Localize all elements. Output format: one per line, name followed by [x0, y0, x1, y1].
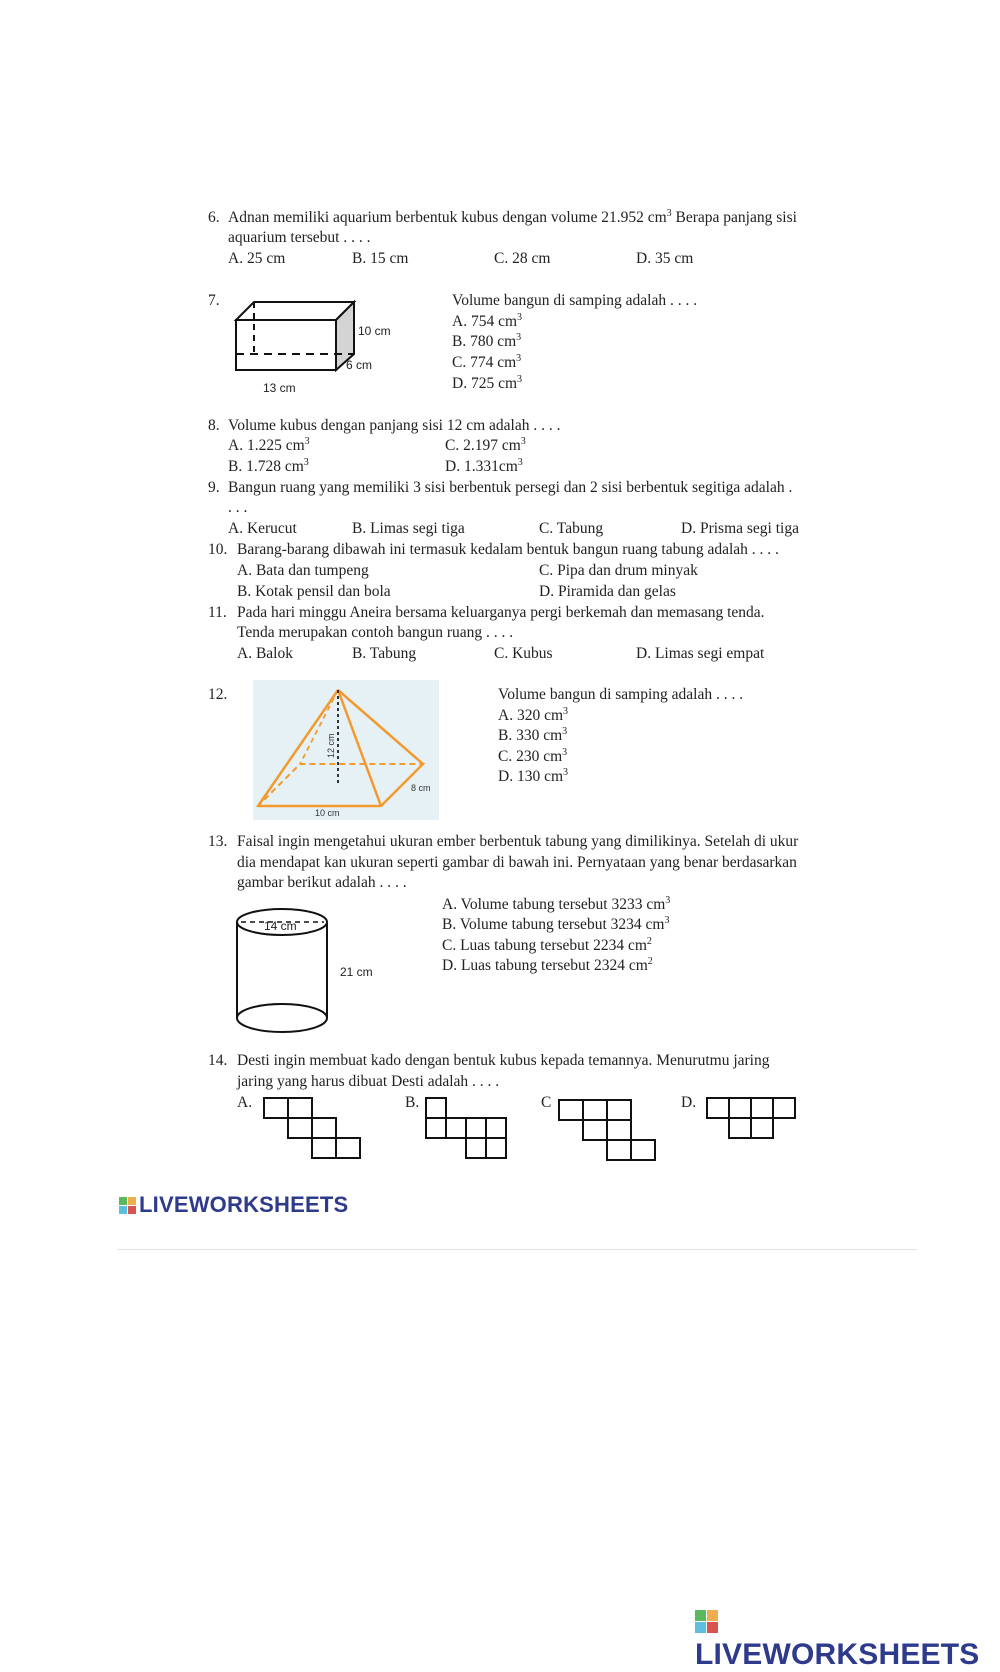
- q13-line3: gambar berikut adalah . . . .: [237, 874, 407, 891]
- q9-number: 9.: [208, 479, 220, 496]
- q8-option-b[interactable]: B. 1.728 cm 3: [228, 457, 309, 477]
- net-b-icon[interactable]: [425, 1097, 525, 1171]
- q11-line1: Pada hari minggu Aneira bersama keluarganya pergi berkemah dan memasang tenda.: [237, 604, 765, 621]
- footer-brand-logo-icon: [695, 1610, 719, 1634]
- q10-option-a[interactable]: A. Bata dan tumpeng: [237, 562, 369, 579]
- q7-length-label: 13 cm: [263, 381, 296, 395]
- q14-number: 14.: [208, 1052, 228, 1069]
- q7-option-a[interactable]: A. 754 cm 3: [452, 312, 522, 332]
- q6-option-c[interactable]: C. 28 cm: [494, 250, 551, 267]
- footer-brand-name: LIVEWORKSHEETS: [695, 1638, 980, 1671]
- q12-base-label: 10 cm: [315, 808, 340, 818]
- q12-side-label: 8 cm: [411, 783, 431, 793]
- inner-watermark: [119, 1192, 348, 1218]
- cylinder-diagram: [236, 908, 406, 1034]
- pyramid-diagram: [253, 680, 439, 820]
- q13-option-d[interactable]: D. Luas tabung tersebut 2324 cm 2: [442, 956, 653, 976]
- q10-prompt: Barang-barang dibawah ini termasuk kedalam bentuk bangun ruang tabung adalah . . . .: [237, 541, 779, 558]
- q13-line1: Faisal ingin mengetahui ukuran ember berbentuk tabung yang dimilikinya. Setelah di ukur: [237, 833, 799, 850]
- page-divider: [117, 1249, 917, 1250]
- q7-option-d[interactable]: D. 725 cm 3: [452, 374, 522, 394]
- q14-option-a-letter[interactable]: A.: [237, 1094, 253, 1111]
- q9-option-b[interactable]: B. Limas segi tiga: [352, 520, 465, 537]
- cuboid-diagram: [228, 296, 408, 406]
- q13-option-b[interactable]: B. Volume tabung tersebut 3234 cm 3: [442, 915, 669, 935]
- q11-option-b[interactable]: B. Tabung: [352, 645, 417, 662]
- q6-line2: aquarium tersebut . . . .: [228, 229, 371, 246]
- q8-option-a[interactable]: A. 1.225 cm 3: [228, 436, 310, 456]
- q11-number: 11.: [208, 604, 227, 621]
- q9-line1: Bangun ruang yang memiliki 3 sisi berbentuk persegi dan 2 sisi berbentuk segitiga adalah .: [228, 479, 793, 496]
- q14-line2: jaring yang harus dibuat Desti adalah . . . .: [237, 1073, 500, 1090]
- q11-line2: Tenda merupakan contoh bangun ruang . . . .: [237, 624, 514, 641]
- q6-option-d[interactable]: D. 35 cm: [636, 250, 694, 267]
- net-d-icon[interactable]: [706, 1097, 806, 1147]
- q7-number: 7.: [208, 292, 220, 309]
- q12-option-b[interactable]: B. 330 cm 3: [498, 726, 567, 746]
- q6-number: 6.: [208, 209, 220, 226]
- q13-number: 13.: [208, 833, 228, 850]
- q6-option-b[interactable]: B. 15 cm: [352, 250, 409, 267]
- q6-line1: [228, 208, 797, 228]
- q11-option-a[interactable]: A. Balok: [237, 645, 293, 662]
- q6-line1-post: Berapa panjang sisi: [671, 209, 797, 226]
- q12-number: 12.: [208, 686, 228, 703]
- q14-option-b-letter[interactable]: B.: [405, 1094, 420, 1111]
- q11-option-d[interactable]: D. Limas segi empat: [636, 645, 765, 662]
- net-c-icon[interactable]: [558, 1099, 658, 1173]
- q12-option-c[interactable]: C. 230 cm 3: [498, 747, 567, 767]
- q9-option-c[interactable]: C. Tabung: [539, 520, 604, 537]
- q7-depth-label: 6 cm: [346, 358, 373, 372]
- q6-line1-text: Adnan memiliki aquarium berbentuk kubus dengan volume 21.952 cm: [228, 209, 667, 226]
- q9-option-d[interactable]: D. Prisma segi tiga: [681, 520, 799, 537]
- q13-option-a[interactable]: A. Volume tabung tersebut 3233 cm 3: [442, 895, 670, 915]
- q13-diameter-label: 14 cm: [264, 919, 297, 933]
- q12-option-a[interactable]: A. 320 cm 3: [498, 706, 568, 726]
- q14-line1: Desti ingin membuat kado dengan bentuk kubus kepada temannya. Menurutmu jaring: [237, 1052, 770, 1069]
- q12-height-label: 12 cm: [326, 733, 336, 758]
- q10-option-c[interactable]: C. Pipa dan drum minyak: [539, 562, 698, 579]
- q14-option-d-letter[interactable]: D.: [681, 1094, 697, 1111]
- q7-height-label: 10 cm: [358, 324, 391, 338]
- q9-option-a[interactable]: A. Kerucut: [228, 520, 297, 537]
- q13-option-c[interactable]: C. Luas tabung tersebut 2234 cm 2: [442, 936, 652, 956]
- q8-option-c[interactable]: C. 2.197 cm 3: [445, 436, 526, 456]
- footer-watermark: [695, 1604, 1000, 1672]
- q13-height-label: 21 cm: [340, 965, 373, 979]
- q10-option-b[interactable]: B. Kotak pensil dan bola: [237, 583, 391, 600]
- q14-option-c-letter[interactable]: C: [541, 1094, 552, 1111]
- q12-prompt: Volume bangun di samping adalah . . . .: [498, 686, 744, 703]
- q7-prompt: Volume bangun di samping adalah . . . .: [452, 292, 698, 309]
- q11-option-c[interactable]: C. Kubus: [494, 645, 553, 662]
- inner-brand-name: LIVEWORKSHEETS: [139, 1192, 349, 1217]
- q10-option-d[interactable]: D. Piramida dan gelas: [539, 583, 676, 600]
- q12-option-d[interactable]: D. 130 cm 3: [498, 767, 568, 787]
- q8-prompt: Volume kubus dengan panjang sisi 12 cm adalah . . . .: [228, 417, 561, 434]
- q7-option-c[interactable]: C. 774 cm 3: [452, 353, 521, 373]
- q8-option-d[interactable]: D. 1.331cm 3: [445, 457, 523, 477]
- q6-option-a[interactable]: A. 25 cm: [228, 250, 286, 267]
- net-a-icon[interactable]: [263, 1097, 363, 1171]
- q13-line2: dia mendapat kan ukuran seperti gambar di bawah ini. Pernyataan yang benar berdasarkan: [237, 854, 797, 871]
- q10-number: 10.: [208, 541, 228, 558]
- inner-brand-logo-icon: [119, 1197, 137, 1215]
- q7-option-b[interactable]: B. 780 cm 3: [452, 332, 521, 352]
- q9-line2: . . .: [228, 499, 248, 516]
- q8-number: 8.: [208, 417, 220, 434]
